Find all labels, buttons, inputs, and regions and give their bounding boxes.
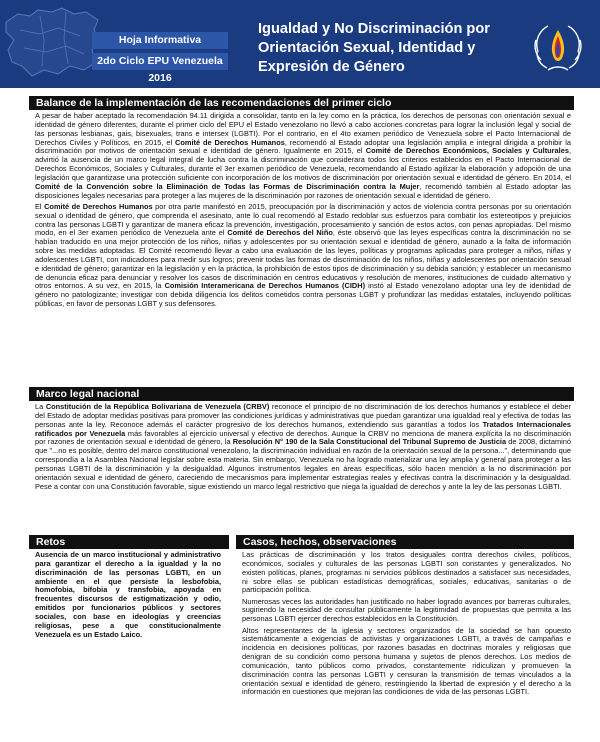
text-run: por otra parte manifestó en 2015, preocupación por la discriminación y actos de violencia contra personas por su orientación sexual o identidad de género, que comprenda el asesinato, ante lo cual recomendó al Estado redoblar sus esfuerzos para combatir los estereotipos y prejuicios contra las personas LGBTI y garantizar de manera eficaz la prevención, investigación, procesamiento y sanción de estos actos, con penas apropiadas. Del mismo modo, en el 3er examen periódico de Venezuela ante el xyxy=(35,201,572,238)
bold-term: Comité de Derechos del Niño xyxy=(227,228,333,238)
bold-term: Comité de la Convención sobre la Eliminación de Todas las Formas de Discriminación contra la Mujer xyxy=(35,181,420,191)
section-heading-balance: Balance de la implementación de las recomendaciones del primer ciclo xyxy=(29,96,574,110)
bold-term: Comisión Interamericana de Derechos Humanos (CIDH) xyxy=(164,281,366,291)
section-body-marco xyxy=(35,403,571,494)
text-run: El xyxy=(35,201,45,211)
info-sheet-badge: Hoja Informativa xyxy=(92,32,228,49)
text-run: , éste observó que las leyes específicas contra la discriminación no se habían traducido en una mejor protección de los niños, niñas y adolescentes por su orientación sexual e identidad de género, aunado a la falta de información sobre las medidas adoptadas. El Comité recomendó llevar a cabo una evaluación de las leyes, políticas y programas aplicadas para proteger a niños, niñas y adolescentes LGBTI, con indicadores para medir sus logros; prevenir todas las formas de discriminación de los niños, niñas y adolescentes por orientación sexual e identidad de género; garantizar en la legislación y en la práctica, la prohibición de estos tipos de discriminación y su debida sanción; y establecer un mecanismo de denuncia eficaz para denunciar y resolver los casos de discriminación en centros educativos y resolución de menores, instituciones de cuidado alternativo y otros entornos. A su vez, en 2015, la xyxy=(35,228,571,291)
text-run: , recomendó al Estado adoptar una legislación amplia e integral dirigida a prohibir la discriminación por motivos de orientación sexual e identidad de género. Igualmente en 2015, el xyxy=(35,137,571,156)
casos-paragraph-1: Las prácticas de discriminación y los tratos desiguales contra derechos civiles, políticos, económicos, sociales y culturales de las personas LGBTI son constantes y generalizados. No existen políticas, planes, programas ni servicios públicos destinados a satisfacer sus necesidades, ni sobre ellas se publican estadísticas demográficas, sociales, educativas, sanitarias o de participación política. xyxy=(242,550,571,595)
page-title: Igualdad y No Discriminación por Orientación Sexual, Identidad y Expresión de Género xyxy=(258,21,490,75)
bold-term: Constitución de la República Bolivariana de Venezuela (CRBV) xyxy=(45,402,270,411)
section-heading-marco: Marco legal nacional xyxy=(29,387,574,401)
section-heading-retos: Retos xyxy=(29,535,229,549)
bold-term: Comité de Derechos Humanos xyxy=(175,137,285,147)
retos-paragraph-1: Ausencia de un marco institucional y administrativo para garantizar el derecho a la igualdad y la no discriminación de las personas LGBTI, en un ambiente en el que persiste la lesbofobia, homofobia, bifobia y transfobia, apoyada en frecuentes discursos de estigmatización y odio, emitidos por funcionarios públicos y sectores sociales, con base en ideologías y creencias religiosas, pese a que constitucionalmente Venezuela es un Estado Laico. xyxy=(35,550,221,639)
text-run: de 2008, dictaminó que "...no es posible, dentro del marco constitucional venezolano, la discriminación individual en razón de la orientación sexual de la persona...", determinando que correspondía a la Asamblea Nacional legislar sobre esta materia. Sin embargo, Venezuela no ha logrado materializar una ley amplia y general para proteger a las personas LGBTI de la discriminación y la desigualdad. Algunos instrumentos legales en áreas específicas, sólo hacen mención a la no discriminación por orientación sexual e identidad de género, careciendo de mecanismos para implementar estrategias reales y efectivas contra la discriminación y la desigualdad. Pese a contar con una Constitución favorable, sigue existiendo un marco legal restrictivo que niega la igualdad de derechos y ante la ley de las personas LGBTI. xyxy=(35,437,571,491)
text-run: instó al Estado venezolano adoptar una ley de identidad de género no patologizante; investigar con debida diligencia los delitos cometidos contra personas LGBT y profundizar las medidas estatales, incluyendo políticas públicas, en favor de personas LGBT y sus defensores. xyxy=(35,281,571,309)
text-run: A pesar de haber aceptado la recomendación 94.11 dirigida a consolidar, tanto en la ley como en la práctica, los derechos de personas con orientación sexual e identidad de género diferentes, durante el primer ciclo del EPU el Estado venezolano no llevó a cabo acciones concretas para lograr la inclusión legal y social de las personas lesbianas, gais, bisexuales, trans e intersex (LGBTI). Por el contrario, en el 4to examen periódico de Venezuela sobre el Pacto Internacional de Derechos Civiles y Políticos, en 2015, el xyxy=(35,111,571,147)
balance-paragraph-1 xyxy=(35,112,571,200)
venezuela-map-icon xyxy=(0,0,105,88)
text-run: más favorables al ejercicio universal y efectivo de derechos. Aunque la CRBV no menciona de manera explícita la no discriminación por razones de orientación sexual e identidad de género, la xyxy=(35,428,571,447)
marco-paragraph-1 xyxy=(35,403,571,491)
balance-paragraph-2 xyxy=(35,203,571,309)
text-run: , advirtió la ausencia de un marco legal integral de lucha contra la discriminación que considerara todos los criterios establecidos en el Pacto Internacional de Derechos Económicos, Sociales y Culturales, durante el 3er examen periódico de Venezuela, recomendando al Estado agilizar la elaboración y adopción de una legislación que garantizase una protección suficiente con incorporación de los motivos de discriminación por orientación sexual e identidad de género. En 2014, el xyxy=(35,146,571,182)
section-body-casos xyxy=(242,551,571,700)
text-run: reconoce el principio de no discriminación de los derechos humanos y establece el deber del Estado de adoptar medidas positivas para promover las condiciones jurídicas y administrativas que puedan garantizar una igualdad real y efectiva de todas las personas ante la ley. Reconoce además el carácter progresivo de los derechos humanos, extendiendo sus garantías a todos los xyxy=(35,402,571,429)
section-body-balance xyxy=(35,112,571,311)
text-run: , recomendó también al Estado adoptar las disposiciones legales necesarias para proteger a las mujeres de la discriminación por razones de orientación sexual e identidad de género. xyxy=(35,181,571,200)
bold-term: Comité de Derechos Humanos xyxy=(44,201,153,211)
cycle-badge: 2do Ciclo EPU Venezuela 2016 xyxy=(92,53,228,70)
bold-term: Tratados Internacionales ratificados por Venezuela xyxy=(35,419,571,438)
casos-paragraph-2: Numerosas veces las autoridades han justificado no haber logrado avances por barreras culturales, sugiriendo la necesidad de consultar públicamente la legitimidad de propuestas que permita a las personas LGBTI ejercer derechos establecidos en la Constitución. xyxy=(242,596,571,624)
casos-paragraph-3: Altos representantes de la iglesia y sectores organizados de la sociedad se han opuesto sistemáticamente a exigencias de activistas y organizaciones LGBTI, a través de campañas e incidencia en decisiones políticas, por razones basadas en doctrinas morales y religiosas que denigran de su condición como persona humana y sujetos de plenos derechos. Los medios de comunicación, tanto públicos como privados, constantemente ridiculizan y promueven la discriminación contra las personas LGBTI y censuran la transmisión de temas vinculados a la orientación sexual e identidad de género, restringiendo la libertad de expresión y el derecho a la información en cuestiones que mejoran las condiciones de vida de las personas LGBTI. xyxy=(242,625,571,697)
text-run: La xyxy=(35,402,46,411)
header-banner xyxy=(0,0,600,88)
section-body-retos xyxy=(35,551,221,642)
un-emblem-icon xyxy=(528,22,588,78)
bold-term: Comité de Derechos Económicos, Sociales y Culturales xyxy=(365,146,569,156)
bold-term: Resolución N° 190 de la Sala Constitucional del Tribunal Supremo de Justicia xyxy=(232,437,507,447)
section-heading-casos: Casos, hechos, observaciones xyxy=(236,535,574,549)
